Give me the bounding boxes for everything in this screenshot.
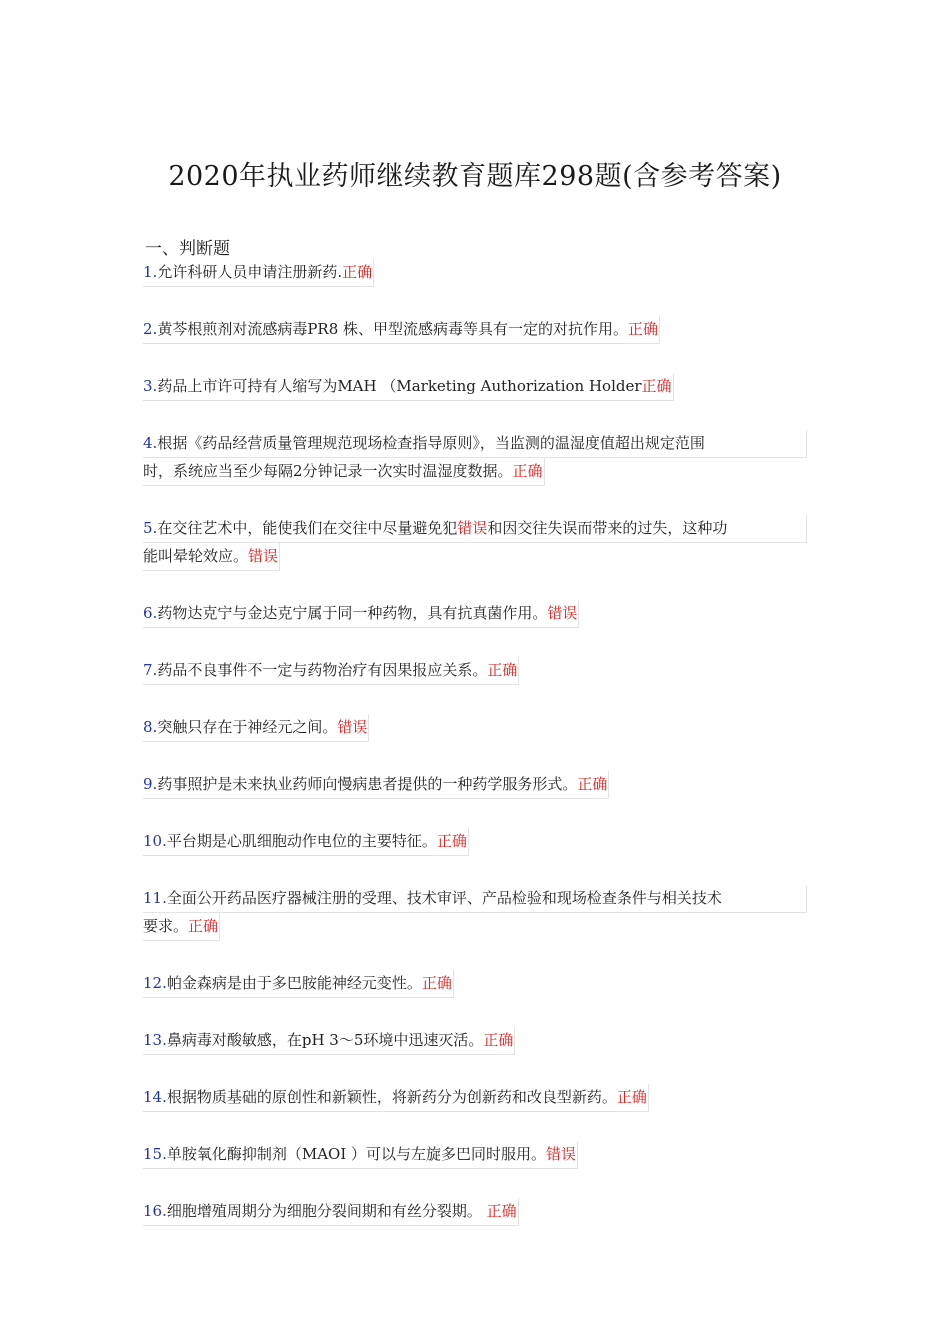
question-number: 9. [143,775,158,793]
answer-label: 正确 [188,917,219,935]
question-item-6 [143,600,579,628]
question-item-2 [143,316,660,344]
question-line [143,600,579,628]
question-number: 6. [143,604,158,622]
question-number: 4. [143,434,158,452]
question-text: 时，系统应当至少每隔2分钟记录一次实时温湿度数据。 [143,462,513,480]
question-item-3 [143,373,674,401]
question-text: 在交往艺术中，能使我们在交往中尽量避免犯 [157,519,458,537]
question-text: 黄芩根煎剂对流感病毒PR8 株、甲型流感病毒等具有一定的对抗作用。 [157,320,629,338]
question-text: 根据物质基础的原创性和新颖性，将新药分为创新药和改良型新药。 [166,1088,617,1106]
answer-label: 正确 [616,1088,647,1106]
answer-label: 正确 [641,377,672,395]
question-line [143,885,807,913]
question-text: 药事照护是未来执业药师向慢病患者提供的一种药学服务形式。 [157,775,578,793]
answer-label: 正确 [483,1031,514,1049]
question-number: 5. [143,519,158,537]
inline-word: 错误 [457,519,488,537]
question-number: 2. [143,320,158,338]
question-number: 13. [143,1031,167,1049]
answer-label: 错误 [248,547,279,565]
question-item-5 [143,515,807,571]
question-item-9 [143,771,609,799]
answer-label: 错误 [547,604,578,622]
question-line [143,970,454,998]
question-line [143,430,807,458]
question-text: 根据《药品经营质量管理规范现场检查指导原则》，当监测的温湿度值超出规定范围 [157,434,705,452]
question-number: 10. [143,832,167,850]
question-number: 12. [143,974,167,992]
question-item-10 [143,828,469,856]
question-text: 平台期是心肌细胞动作电位的主要特征。 [166,832,437,850]
question-line [143,259,374,287]
document-title: 2020年执业药师继续教育题库298题(含参考答案) [168,161,782,192]
question-line [143,543,280,571]
question-number: 11. [143,889,167,907]
question-item-7 [143,657,519,685]
question-line [143,515,807,543]
question-text: 帕金森病是由于多巴胺能神经元变性。 [166,974,422,992]
section-heading: 一、判断题 [145,239,230,259]
answer-label: 正确 [436,832,467,850]
question-text: 鼻病毒对酸敏感，在pH 3～5环境中迅速灭活。 [166,1031,484,1049]
answer-label: 正确 [486,1202,517,1220]
question-item-15 [143,1141,578,1169]
question-number: 15. [143,1145,167,1163]
question-item-13 [143,1027,515,1055]
question-line [143,1027,515,1055]
question-line [143,316,660,344]
question-line [143,1198,519,1226]
question-item-16 [143,1198,519,1226]
question-text: 突触只存在于神经元之间。 [157,718,338,736]
question-line [143,771,609,799]
question-line [143,714,369,742]
answer-label: 正确 [628,320,659,338]
answer-label: 正确 [577,775,608,793]
question-item-14 [143,1084,649,1112]
question-number: 1. [143,263,158,281]
question-text: 药物达克宁与金达克宁属于同一种药物，具有抗真菌作用。 [157,604,548,622]
question-number: 3. [143,377,158,395]
question-text: 允许科研人员申请注册新药. [157,263,343,281]
question-number: 8. [143,718,158,736]
answer-label: 正确 [421,974,452,992]
question-text: 和因交往失误而带来的过失，这种功 [487,519,728,537]
question-item-8 [143,714,369,742]
question-text: 单胺氧化酶抑制剂（MAOI ）可以与左旋多巴同时服用。 [166,1145,547,1163]
question-item-4 [143,430,807,486]
answer-label: 错误 [337,718,368,736]
question-text: 药品上市许可持有人缩写为MAH （Marketing Authorization Holder [157,377,642,395]
question-number: 16. [143,1202,167,1220]
question-text: 要求。 [143,917,189,935]
question-text: 能叫晕轮效应。 [143,547,249,565]
question-item-1 [143,259,374,287]
answer-label: 错误 [546,1145,577,1163]
question-line [143,657,519,685]
question-line [143,458,545,486]
question-text: 细胞增殖周期分为细胞分裂间期和有丝分裂期。 [166,1202,487,1220]
question-text: 药品不良事件不一定与药物治疗有因果报应关系。 [157,661,488,679]
question-item-12 [143,970,454,998]
question-line [143,828,469,856]
question-text: 全面公开药品医疗器械注册的受理、技术审评、产品检验和现场检查条件与相关技术 [166,889,722,907]
question-number: 7. [143,661,158,679]
question-line [143,1141,578,1169]
question-line [143,913,220,941]
question-item-11 [143,885,807,941]
answer-label: 正确 [512,462,543,480]
question-line [143,373,674,401]
question-line [143,1084,649,1112]
answer-label: 正确 [342,263,373,281]
answer-label: 正确 [487,661,518,679]
question-number: 14. [143,1088,167,1106]
